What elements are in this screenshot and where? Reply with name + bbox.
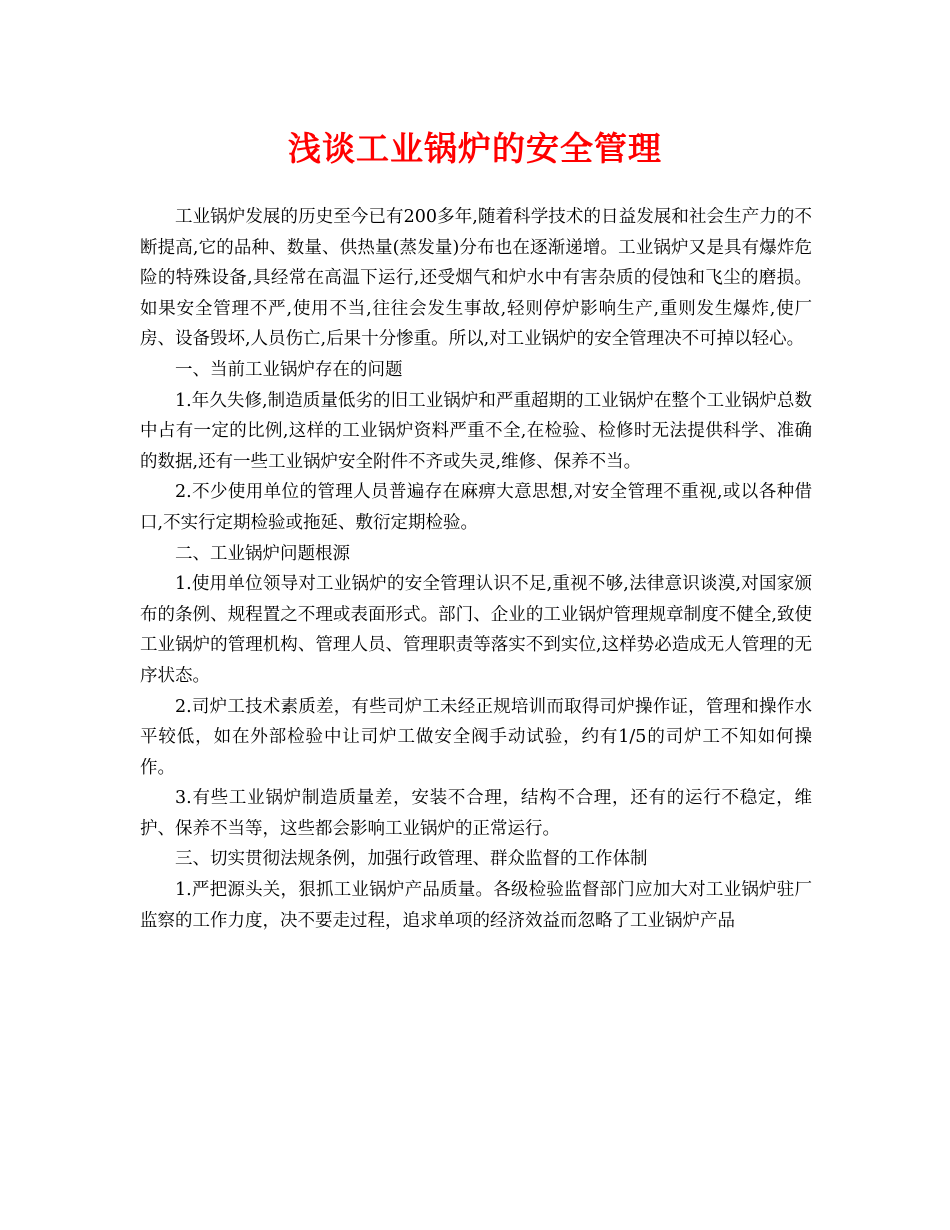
paragraph: 1.年久失修,制造质量低劣的旧工业锅炉和严重超期的工业锅炉在整个工业锅炉总数中占有一定的比例,这样的工业锅炉资料严重不全,在检验、检修时无法提供科学、准确的数据,还有一些工业锅炉安全附件不齐或失灵,维修、保养不当。: [140, 390, 812, 472]
intro-paragraph: 工业锅炉发展的历史至今已有200多年,随着科学技术的日益发展和社会生产力的不断提高,它的品种、数量、供热量(蒸发量)分布也在逐渐递增。工业锅炉又是具有爆炸危险的特殊设备,具经常在高温下运行,还受烟气和炉水中有害杂质的侵蚀和飞尘的磨损。如果安全管理不严,使用不当,往往会发生事故,轻则停炉影响生产,重则发生爆炸,使厂房、设备毁坏,人员伤亡,后果十分惨重。所以,对工业锅炉的安全管理决不可掉以轻心。: [140, 207, 812, 350]
document-title: 浅谈工业锅炉的安全管理: [288, 129, 662, 168]
paragraph: 3.有些工业锅炉制造质量差，安装不合理，结构不合理，还有的运行不稳定，维护、保养不当等，这些都会影响工业锅炉的正常运行。: [140, 788, 812, 839]
paragraph: 2.不少使用单位的管理人员普遍存在麻痹大意思想,对安全管理不重视,或以各种借口,不实行定期检验或拖延、敷衍定期检验。: [140, 482, 812, 533]
paragraph: 1.严把源头关，狠抓工业锅炉产品质量。各级检验监督部门应加大对工业锅炉驻厂监察的工作力度，决不要走过程，追求单项的经济效益而忽略了工业锅炉产品: [140, 880, 812, 931]
section-heading-1: 一、当前工业锅炉存在的问题: [175, 359, 403, 380]
section-heading-2: 二、工业锅炉问题根源: [175, 543, 350, 564]
paragraph: 1.使用单位领导对工业锅炉的安全管理认识不足,重视不够,法律意识谈漠,对国家颁布的条例、规程置之不理或表面形式。部门、企业的工业锅炉管理规章制度不健全,致使工业锅炉的管理机构、管理人员、管理职责等落实不到实位,这样势必造成无人管理的无序状态。: [140, 574, 812, 686]
paragraph: 2.司炉工技术素质差，有些司炉工未经正规培训而取得司炉操作证，管理和操作水平较低，如在外部检验中让司炉工做安全阀手动试验，约有1/5的司炉工不知如何操作。: [140, 696, 812, 778]
section-heading-3: 三、切实贯彻法规条例，加强行政管理、群众监督的工作体制: [175, 849, 648, 870]
document-body: [140, 202, 812, 936]
